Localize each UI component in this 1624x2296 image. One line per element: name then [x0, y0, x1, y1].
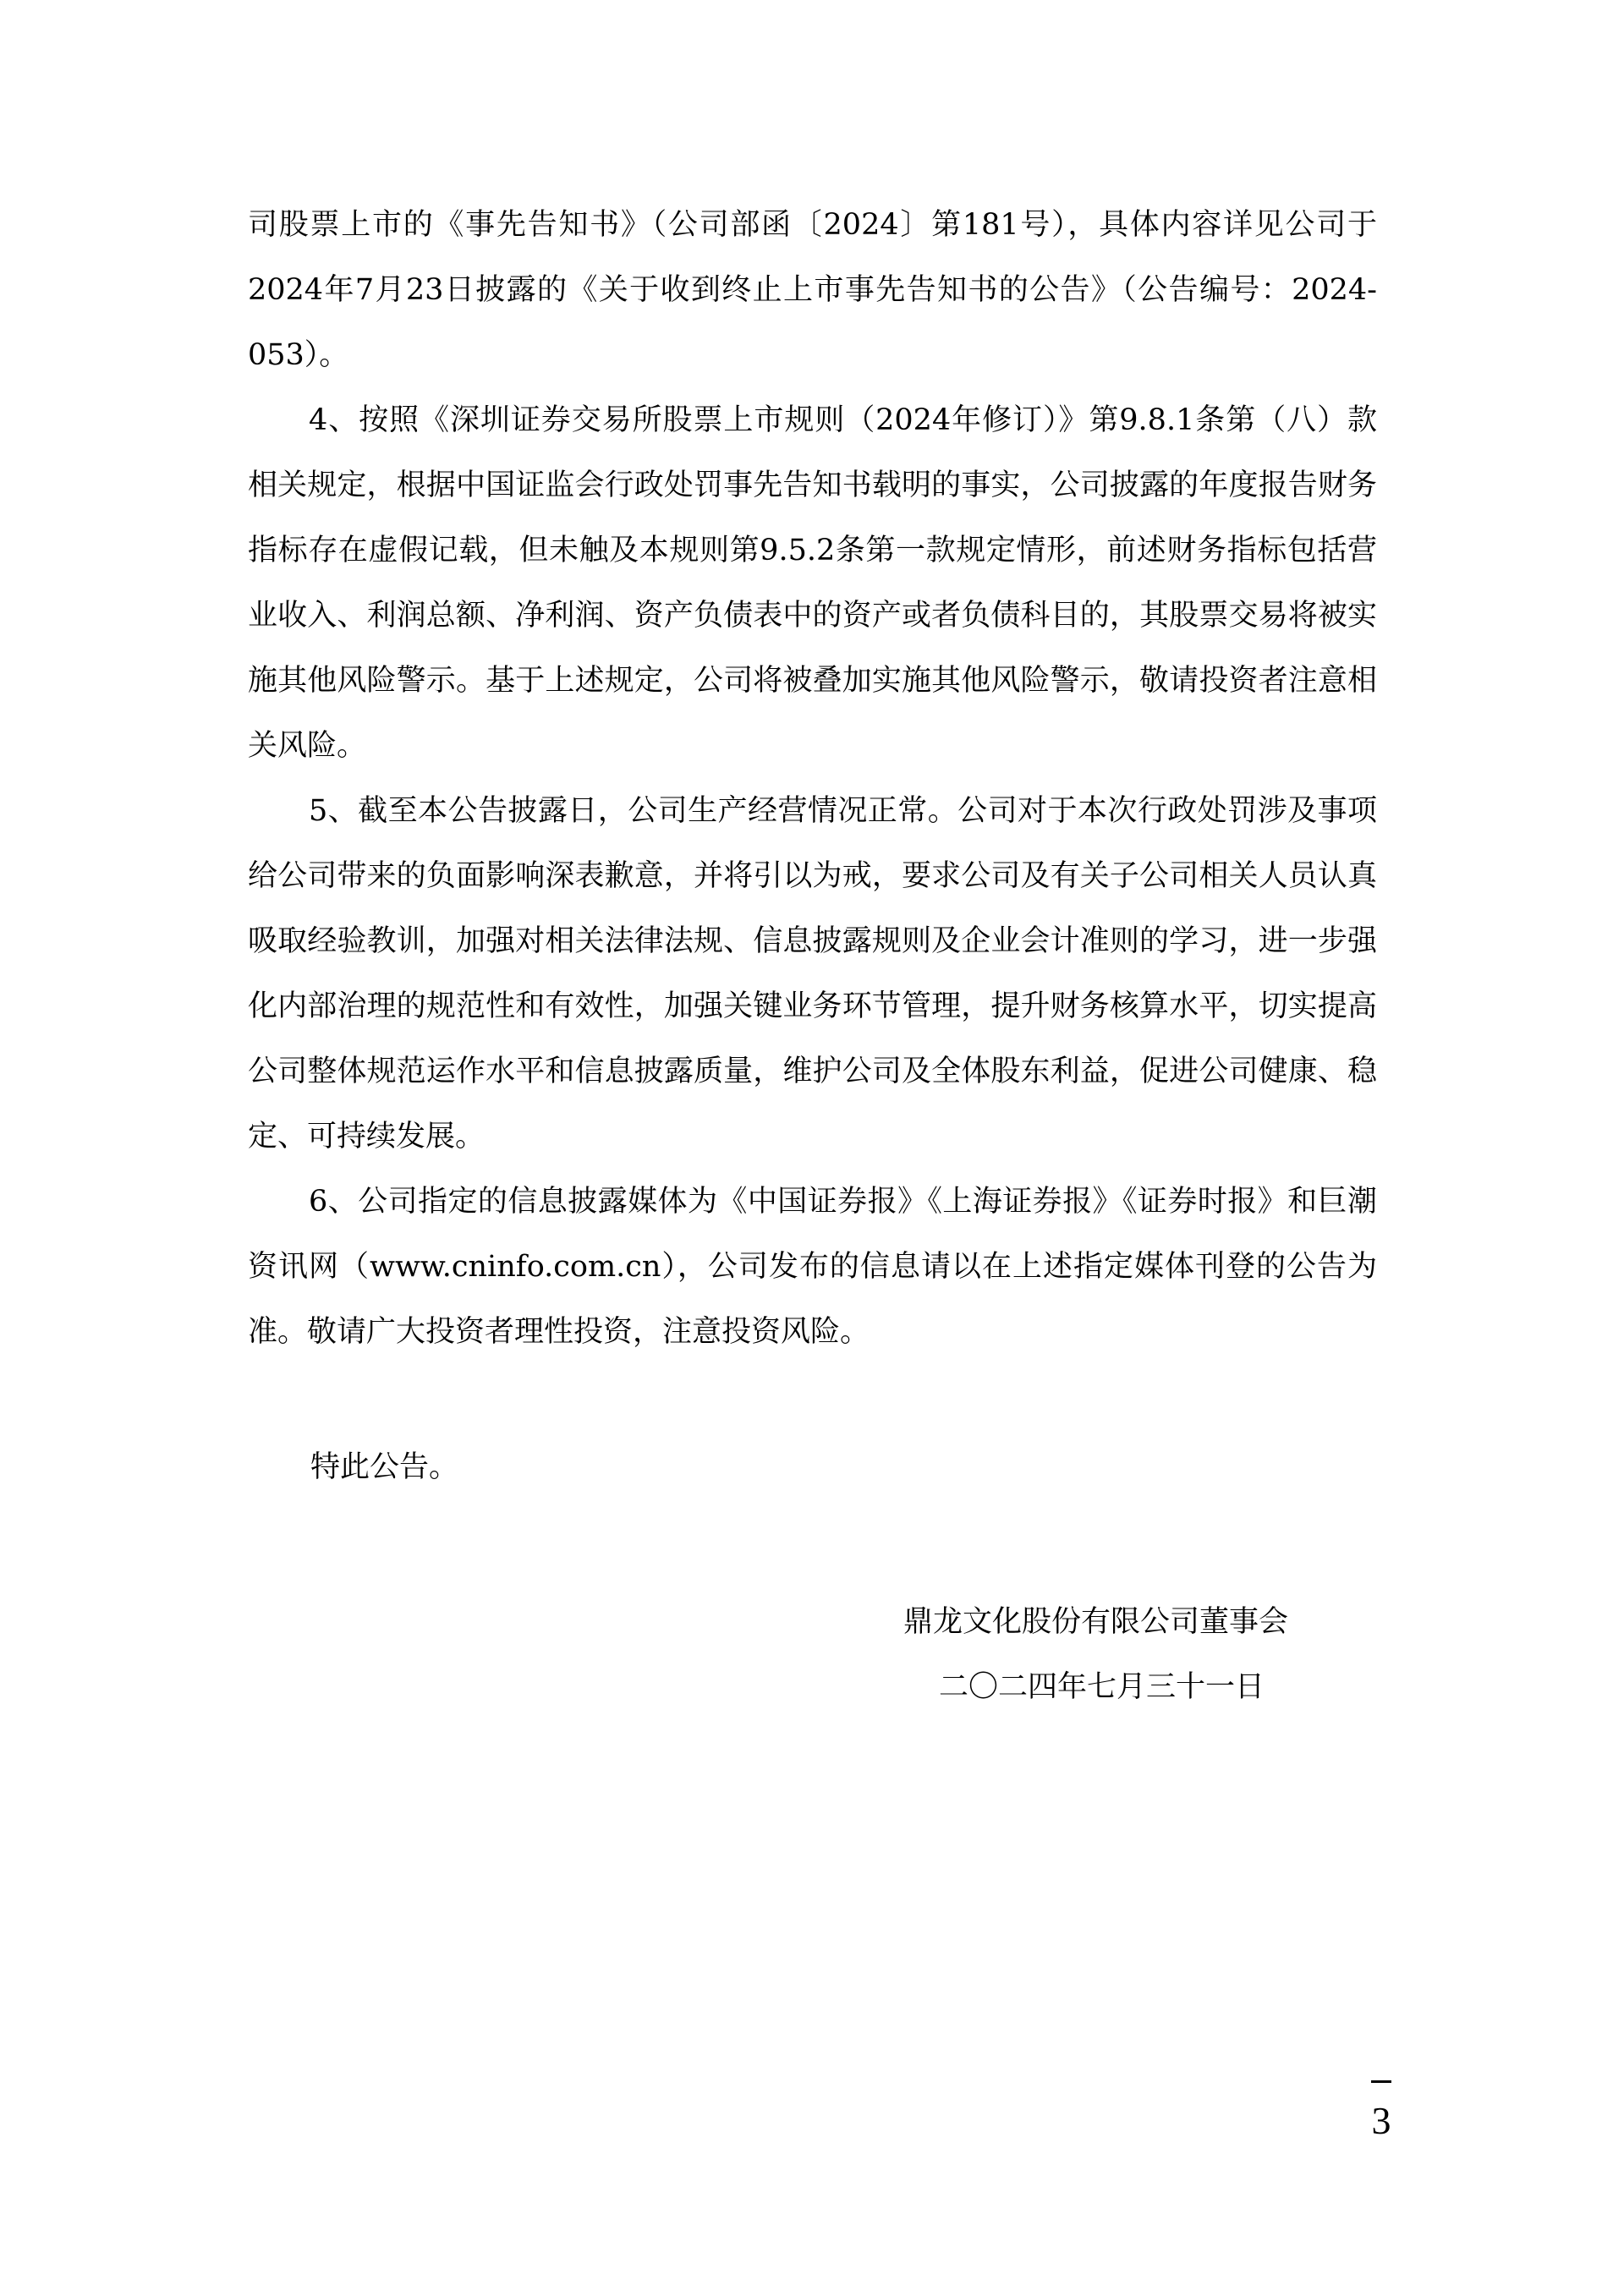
- page-number-value: 3: [1371, 2099, 1391, 2142]
- paragraph-continuation: 司股票上市的《事先告知书》（公司部函〔2024〕第181号），具体内容详见公司于2024年7月23日披露的《关于收到终止上市事先告知书的公告》（公告编号：2024-053）。: [248, 208, 1377, 372]
- signature-block: [903, 1590, 1343, 1720]
- paragraph-item-6: 6、公司指定的信息披露媒体为《中国证券报》《上海证券报》《证券时报》和巨潮资讯网（www.cninfo.com.cn），公司发布的信息请以在上述指定媒体刊登的公告为准。敬请广大投资者理性投资，注意投资风险。: [248, 1185, 1377, 1349]
- paragraph-item-4: 4、按照《深圳证券交易所股票上市规则（2024年修订）》第9.8.1条第（八）款相关规定，根据中国证监会行政处罚事先告知书载明的事实，公司披露的年度报告财务指标存在虚假记载，但未触及本规则第9.5.2条第一款规定情形，前述财务指标包括营业收入、利润总额、净利润、资产负债表中的资产或者负债科目的，其股票交易将被实施其他风险警示。基于上述规定，公司将被叠加实施其他风险警示，敬请投资者注意相关风险。: [248, 403, 1377, 763]
- paragraph-item-5: 5、截至本公告披露日，公司生产经营情况正常。公司对于本次行政处罚涉及事项给公司带来的负面影响深表歉意，并将引以为戒，要求公司及有关子公司相关人员认真吸取经验教训，加强对相关法律法规、信息披露规则及企业会计准则的学习，进一步强化内部治理的规范性和有效性，加强关键业务环节管理，提升财务核算水平，切实提高公司整体规范运作水平和信息披露质量，维护公司及全体股东利益，促进公司健康、稳定、可持续发展。: [248, 794, 1377, 1153]
- page-number: [1360, 2080, 1402, 2142]
- signature-date: 二〇二四年七月三十一日: [939, 1670, 1265, 1704]
- document-body: [248, 193, 1377, 1365]
- page-number-dash: [1371, 2080, 1391, 2083]
- closing-statement: 特此公告。: [310, 1450, 459, 1484]
- signature-company: 鼎龙文化股份有限公司董事会: [903, 1605, 1289, 1639]
